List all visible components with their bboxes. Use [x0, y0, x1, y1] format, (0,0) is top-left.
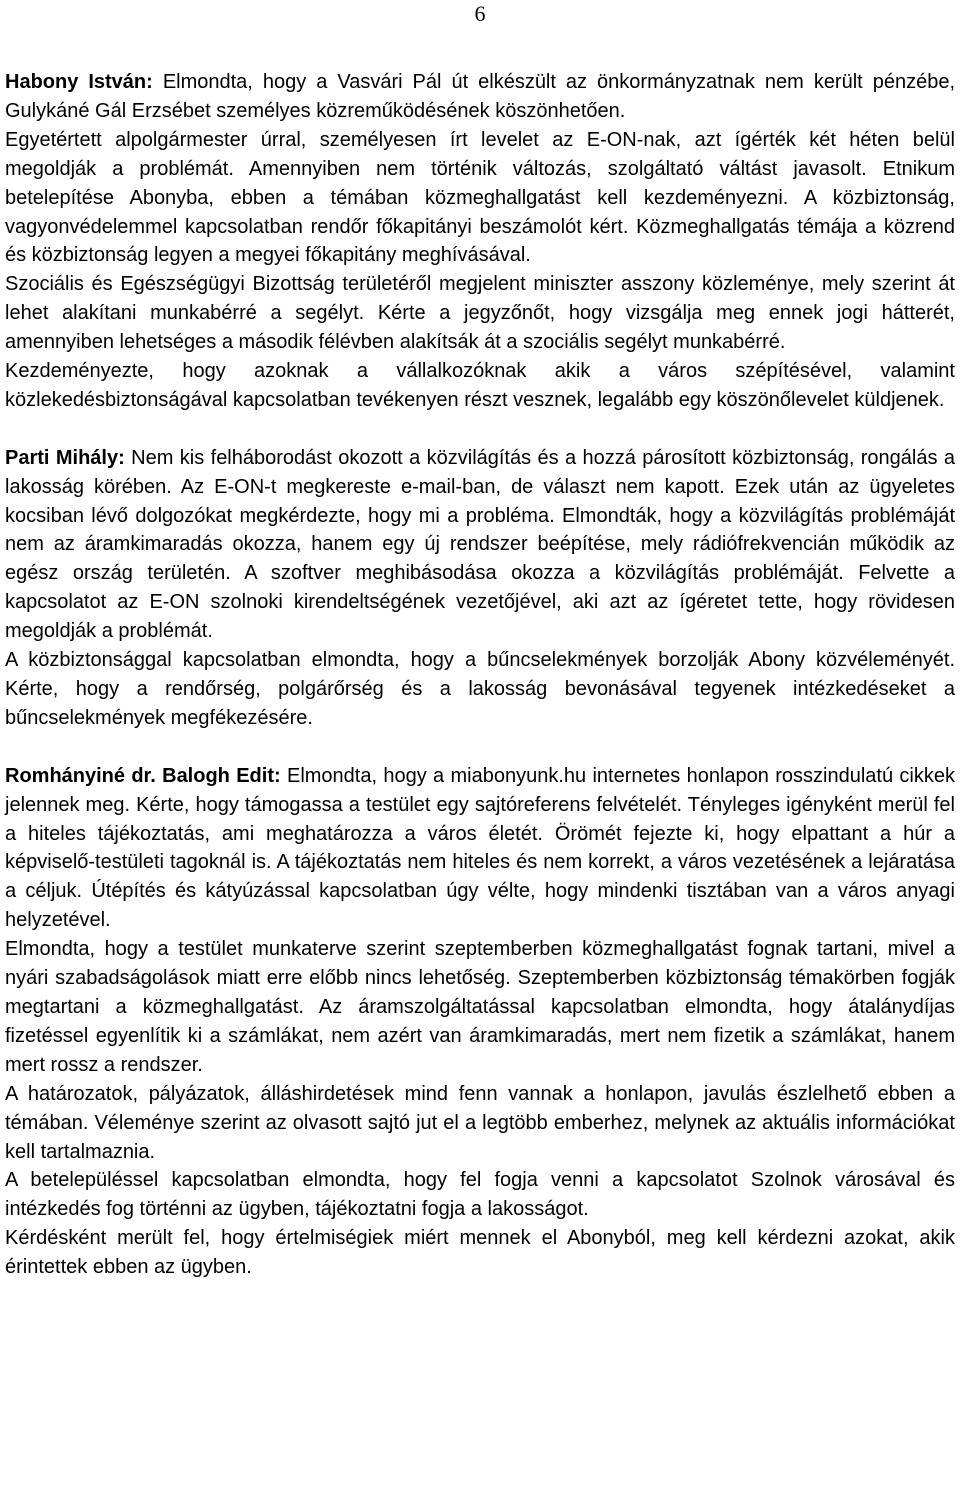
paragraph: A határozatok, pályázatok, álláshirdetések mind fenn vannak a honlapon, javulás észlelhető ebben a témában. Véleménye szerint az olvasott sajtó jut el a legtöbb emberhez, melynek az aktuális információkat kell tartalmaznia. — [5, 1082, 955, 1163]
paragraph: Szociális és Egészségügyi Bizottság területéről megjelent miniszter asszony közleménye, mely szerint át lehet alakítani munkabérré a segélyt. Kérte a jegyzőnőt, hogy vizsgálja meg ennek jogi hátterét, amennyiben lehetséges a második félévben alakítsák át a szociális segélyt munkabérré. — [5, 273, 955, 354]
paragraph: Elmondta, hogy a testület munkaterve szerint szeptemberben közmeghallgatást fognak tartani, mivel a nyári szabadságolások miatt erre előbb nincs lehetőség. Szeptemberben közbiztonság témakörben fogják megtartani a közmeghallgatást. Az áramszolgáltatással kapcsolatban elmondta, hogy átalánydíjas fizetéssel egyenlítik ki a számlákat, nem azért van áramkimaradás, mert nem fizetik a számlákat, hanem mert rossz a rendszer. — [5, 938, 955, 1076]
paragraph — [5, 762, 955, 935]
speaker-name: Parti Mihály: — [5, 446, 125, 469]
paragraph-gap — [5, 733, 955, 762]
paragraph: Egyetértett alpolgármester úrral, személyesen írt levelet az E-ON-nak, azt ígérték két héten belül megoldják a problémát. Amennyiben nem történik változás, szolgáltató váltást javasolt. Etnikum betelepítése Abonyba, ebben a témában közmeghallgatást kell kezdeményezni. A közbiztonság, vagyonvédelemmel kapcsolatban rendőr főkapitányi beszámolót kért. Közmeghallgatás témája a közrend és közbiztonság legyen a megyei főkapitány meghívásával. — [5, 128, 955, 267]
speaker-name: Romhányiné dr. Balogh Edit: — [5, 764, 281, 787]
page-number: 6 — [474, 1, 486, 26]
paragraph-text: Nem kis felháborodást okozott a közvilágítás és a hozzá párosított közbiztonság, rongálás a lakosság körében. Az E-ON-t megkereste e-mail-ban, de választ nem kapott. Ezek után az ügyeletes kocsiban lévő dolgozókat megkérdezte, hogy mi a probléma. Elmondták, hogy a közvilágítás problémáját nem az áramkimaradás okozza, hanem egy új rendszer beépítése, mely rádiófrekvencián működik az egész ország területén. A szoftver meghibásodása okozza a közvilágítás problémáját. Felvette a kapcsolatot az E-ON szolnoki kirendeltségének vezetőjével, aki azt az ígéretet tette, hogy rövidesen megoldják a problémát. — [5, 446, 956, 643]
paragraph — [5, 444, 955, 646]
paragraph — [5, 68, 955, 126]
paragraph: Kezdeményezte, hogy azoknak a vállalkozóknak akik a város szépítésével, valamint közlekedésbiztonságával kapcsolatban tevékenyen részt vesznek, legalább egy köszönőlevelet küldjenek. — [5, 360, 955, 411]
paragraph: A közbiztonsággal kapcsolatban elmondta, hogy a bűncselekmények borzolják Abony közvéleményét. Kérte, hogy a rendőrség, polgárőrség és a lakosság bevonásával tegyenek intézkedéseket a bűncselekmények megfékezésére. — [5, 649, 955, 729]
paragraph-text: Elmondta, hogy a miabonyunk.hu internetes honlapon rosszindulatú cikkek jelennek meg. Kérte, hogy támogassa a testület egy sajtóreferens felvételét. Tényleges igényként merül fel a hiteles tájékoztatás, ami meghatározza a város életét. Örömét fejezte ki, hogy elpattant a húr a képviselő-testületi tagoknál is. A tájékoztatás nem hiteles és nem korrekt, a város vezetésének a lejáratása a céljuk. Útépítés és kátyúzással kapcsolatban úgy vélte, hogy mindenki tisztában van a város anyagi helyzetével. — [5, 764, 955, 932]
document-body — [5, 68, 955, 1282]
speaker-name: Habony István: — [5, 71, 153, 93]
paragraph: A betelepüléssel kapcsolatban elmondta, hogy fel fogja venni a kapcsolatot Szolnok városával és intézkedés fog történni az ügyben, tájékoztatni fogja a lakosságot. — [5, 1169, 955, 1221]
paragraph-gap — [5, 415, 955, 444]
paragraph: Kérdésként merült fel, hogy értelmiségiek miért mennek el Abonyból, meg kell kérdezni azokat, akik érintettek ebben az ügyben. — [5, 1227, 955, 1279]
paragraph-text: Elmondta, hogy a Vasvári Pál út elkészült az önkormányzatnak nem került pénzébe, Gulykáné Gál Erzsébet személyes közreműködésének köszönhetően. — [5, 71, 956, 122]
